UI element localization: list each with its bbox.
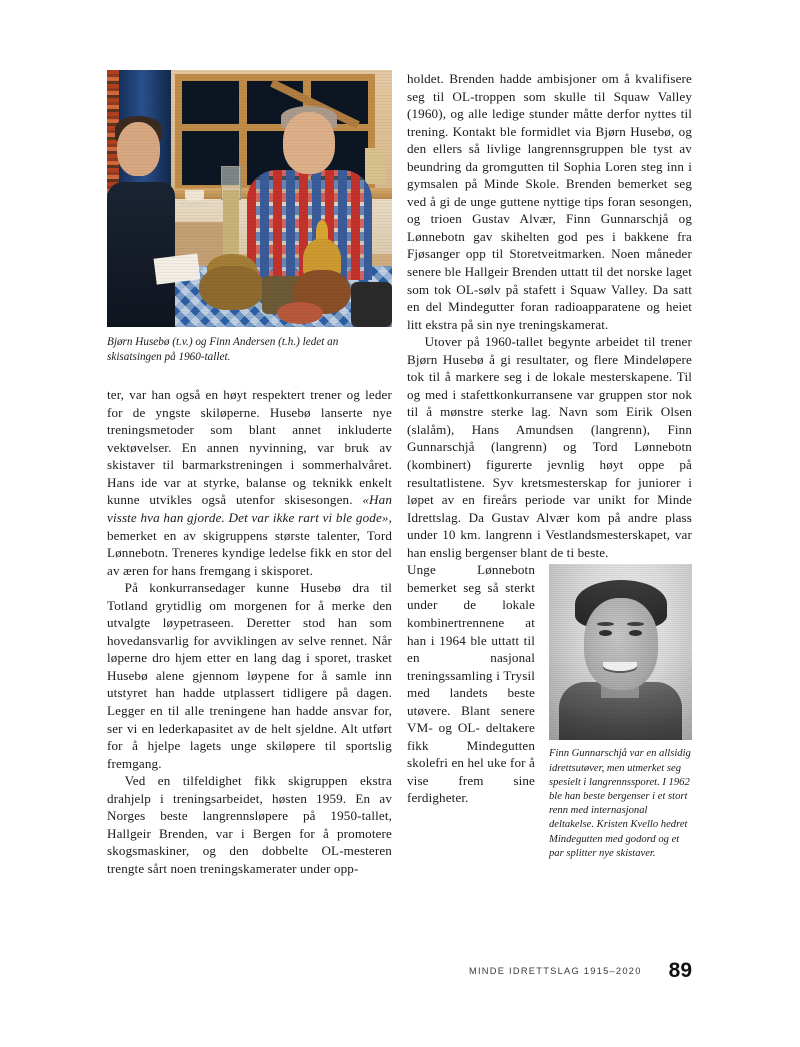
- left-paragraph-1: [107, 386, 392, 579]
- left-paragraph-1-text: ter, var han også en høyt respektert trener og leder for de yngste skiløperne. Husebø lanserte nye treningsmetoder som blant annet inkluderte vektøvelser. En annen nyvinning, var bruk av skistaver til barmarkstreningen i sommerhalvåret. Hans ide var at styrke, balanse og teknikk enkelt kunne utvikles også utenfor skisesongen.: [107, 387, 392, 508]
- bw-portrait-finn-gunnarschja: [549, 564, 692, 740]
- left-paragraph-2: På konkurransedager kunne Husebø dra til Totland grytidlig om morgenen for å merke den utvalgte løypetraseen. Deretter stod han som hovedansvarlig for avviklingen av selve rennet. Når løperne dro hjem etter en lang dag i sporet, trasket Husebø alene gjennom løypene for å samle inn utstyret han hadde utplassert tidligere på dagen. Legger en til alle treningene han hadde ansvar for, ser vi en lederkapasitet av de helt sjeldne. Alt utført for å hjelpe lagets unge skiløpere til sportslig fremgang.: [107, 580, 392, 771]
- left-paragraph-1-quote-tail: , bemerket en av skigruppens største talenter, Tord Lønnebotn. Treneres kyndige ledelse fikk en stor del av æren for hans fremgang i skisporet.: [107, 510, 392, 578]
- right-paragraph-3: Unge Lønnebotn bemerket seg så sterkt under de lokale kombinertrennene at han i 1964 ble uttatt til en nasjonal treningssamling i Trysil med landets beste utøvere. Blant senere VM- og OL- deltakere fikk Mindegutten skolefri en hel uke for å vise frem sine ferdigheter.: [407, 562, 535, 806]
- right-paragraph-2: Utover på 1960-tallet begynte arbeidet til trener Bjørn Husebø å gi resultater, og flere Mindeløpere tok til å markere seg i de lokale mesterskapene. Til og med i stafettkonkurransene var gruppen stor nok til å mønstre sterke lag. Navn som Eirik Olsen (slalåm), Hans Amundsen (langrenn), Finn Gunnarschjå (langrenn) og Tord Lønnebotn (kombinert) figurerte jevnlig høyt oppe på resultatlistene. Syv kretsmesterskap for juniorer i løpet av en fireårs periode var unikt for Minde Idrettslag. Da Gustav Alvær kom på andre plass under 10 km. langrenn i Vestlandsmesterskapet, var han enslig bergenser blant de ti beste.: [407, 334, 692, 560]
- left-column: [107, 70, 392, 878]
- page-number: 89: [668, 959, 692, 982]
- right-paragraph-1: holdet. Brenden hadde ambisjoner om å kvalifisere seg til OL-troppen som skulle til Squaw Valley (1960), og alle ledige stunder måtte derfor nyttes til trening. Kontakt ble formidlet via Bjørn Husebø, og den ellers så livlige langrennsgruppen ble tyst av beundring da gromgutten til Sophia Loren steg inn i gymsalen på Minde Skole. Brenden bemerket seg ved å gi de unge guttene nyttige tips foran sesongen, og trioen Gustav Alvær, Finn Gunnarschjå og Lønnebotn gav skihelten god pes i bakkene fra Fjøsanger opp til Storetveitmarken. Noen måneder senere ble Hallgeir Brenden uttatt til det norske laget som tok OL-sølv på stafett i Squaw Valley. Da satt en del Mindegutter foran radioapparatene og heiet litt ekstra på sin nye treningskamerat.: [407, 71, 692, 332]
- main-figure-caption: Bjørn Husebø (t.v.) og Finn Andersen (t.h.) ledet an skisatsingen på 1960-tallet.: [107, 336, 339, 363]
- right-column: [407, 70, 692, 861]
- page-footer: [407, 957, 692, 982]
- inset-figure: [549, 564, 692, 861]
- color-photo-two-men-at-table: [107, 70, 392, 327]
- footer-book-title: MINDE IDRETTSLAG 1915–2020: [468, 966, 642, 976]
- left-paragraph-1-quote: «Han visste hva han gjorde. Det var ikke rart vi ble gode»: [107, 492, 392, 526]
- inset-figure-caption: Finn Gunnarschjå var en allsidig idrettsutøver, men utmerket seg spesielt i langrennssporet. I 1962 ble han beste bergenser i et stort renn med internasjonal deltakelse. Kristen Kvello hedret Mindegutten med godord og et par splitter nye skistaver.: [549, 748, 691, 859]
- main-figure: [107, 70, 392, 364]
- left-paragraph-3: Ved en tilfeldighet fikk skigruppen ekstra drahjelp i treningsarbeidet, høsten 1959. En av Norges beste langrennsløpere på 1950-tallet, Hallgeir Brenden, var i Bergen for å promotere skogsmaskiner, og den dobbelte OL-mesteren trengte sårt noen treningskamerater under opp-: [107, 773, 392, 876]
